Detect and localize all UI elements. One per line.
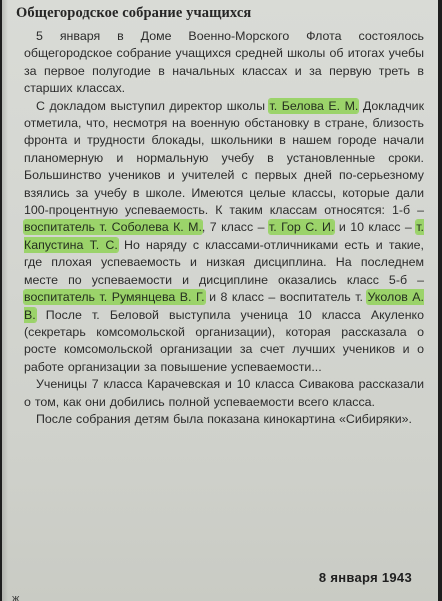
text-segment: и 10 класс – <box>334 220 417 235</box>
cut-off-text-fragment: ж <box>12 593 20 601</box>
highlight-belova: т. Белова Е. М. <box>269 98 359 113</box>
paragraph-intro: 5 января в Доме Военно-Морского Флота состоялось общегородское собрание учащихся средней школы об итогах учебы за первое полугодие в начальных классах и за первую треть в старших классах. <box>24 29 424 96</box>
text-segment: После т. Беловой выступила ученица 10 класса Акуленко (секретарь комсомольской организации), которая рассказала о росте комсомольской организации за счет лучших учеников и о работе организации за повышение успеваемости... <box>24 307 424 374</box>
text-segment: , 7 класс – <box>201 220 269 235</box>
paragraph-report <box>24 98 424 377</box>
highlight-kapustina: т. Капустина Т. С. <box>24 220 424 252</box>
publication-date: 8 января 1943 <box>318 570 412 585</box>
highlight-ukolov: Уколов А. В. <box>24 290 424 322</box>
paragraph-film: После собрания детям была показана кинокартина «Сибиряки». <box>36 411 412 426</box>
article-title: Общегородское собрание учащихся <box>16 5 252 21</box>
highlight-soboleva: воспитатель т. Соболева К. М. <box>24 220 202 235</box>
text-segment: Докладчик отметила, что, несмотря на военную обстановку в стране, близость фронта и трудности блокады, школьники в нашем городе начали планомерную и нормальную учебу в установленные сроки. Большинство учеников и учителей с первых дней по-серьезному взялись за учебу в школе. Имеются целые классы, которые дали 100-процентную успеваемость. К таким классам относятся: 1-б – <box>24 98 424 218</box>
text-segment: С докладом выступил директор школы <box>36 98 270 113</box>
highlight-rumyantseva: воспитатель т. Румянцева В. Г. <box>24 290 205 305</box>
newspaper-clipping <box>2 0 438 601</box>
text-segment: Но наряду с классами-отличниками есть и такие, где плохая успеваемость и низкая дисциплина. На последнем месте по успеваемости и дисциплине оказались класс 5-б – <box>24 237 424 287</box>
article-body <box>24 28 424 428</box>
paragraph-students: Ученицы 7 класса Карачевская и 10 класса Сивакова рассказали о том, как они добились полной успеваемости всего класса. <box>24 377 424 409</box>
highlight-gor: т. Гор С. И. <box>268 220 335 235</box>
text-segment: и 8 класс – воспитатель т. <box>204 290 368 305</box>
